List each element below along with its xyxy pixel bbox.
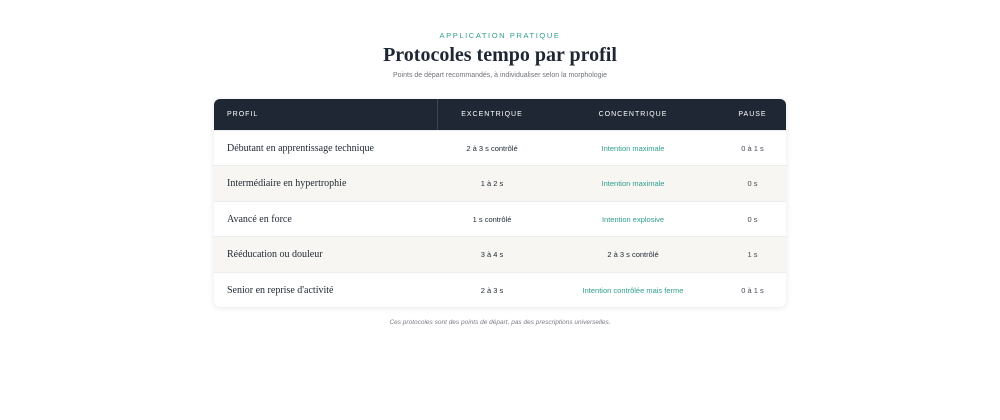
- tempo-table: [214, 99, 786, 307]
- cell-eccentric: 2 à 3 s: [480, 285, 504, 295]
- column-header-profile: PROFIL: [227, 111, 259, 118]
- cell-profile: Rééducation ou douleur: [227, 249, 323, 261]
- cell-concentric: Intention contrôlée mais ferme: [582, 285, 684, 295]
- cell-pause: 0 s: [747, 214, 758, 224]
- cell-pause: 0 à 1 s: [741, 144, 764, 153]
- cell-concentric: Intention maximale: [601, 179, 665, 189]
- footnote: Ces protocoles sont des points de départ, pas des prescriptions universelles.: [389, 319, 611, 326]
- cell-eccentric: 2 à 3 s contrôlé: [466, 144, 518, 153]
- cell-eccentric: 3 à 4 s: [480, 250, 504, 260]
- eyebrow-label: APPLICATION PRATIQUE: [439, 31, 561, 40]
- cell-profile: Senior en reprise d'activité: [227, 284, 334, 296]
- column-header-eccentric: EXCENTRIQUE: [461, 111, 523, 118]
- cell-pause: 0 à 1 s: [741, 285, 764, 295]
- table-row: [214, 201, 786, 236]
- table-header: [214, 99, 786, 130]
- cell-pause: 0 s: [747, 179, 758, 189]
- cell-profile: Débutant en apprentissage technique: [227, 143, 374, 154]
- cell-concentric: Intention explosive: [601, 214, 665, 224]
- cell-profile: Avancé en force: [227, 213, 292, 225]
- table-row: [214, 236, 786, 271]
- table-row: [214, 272, 786, 307]
- table-row: [214, 130, 786, 165]
- cell-concentric: 2 à 3 s contrôlé: [607, 250, 659, 260]
- column-header-concentric: CONCENTRIQUE: [598, 111, 668, 118]
- page-subtitle: Points de départ recommandés, à individualiser selon la morphologie: [392, 72, 607, 79]
- cell-profile: Intermédiaire en hypertrophie: [227, 178, 347, 190]
- column-header-pause: PAUSE: [738, 111, 767, 118]
- cell-concentric: Intention maximale: [601, 144, 665, 153]
- cell-pause: 1 s: [747, 250, 758, 260]
- cell-eccentric: 1 s contrôlé: [472, 214, 512, 224]
- page-title: Protocoles tempo par profil: [383, 44, 617, 66]
- cell-eccentric: 1 à 2 s: [480, 179, 504, 189]
- table-row: [214, 165, 786, 200]
